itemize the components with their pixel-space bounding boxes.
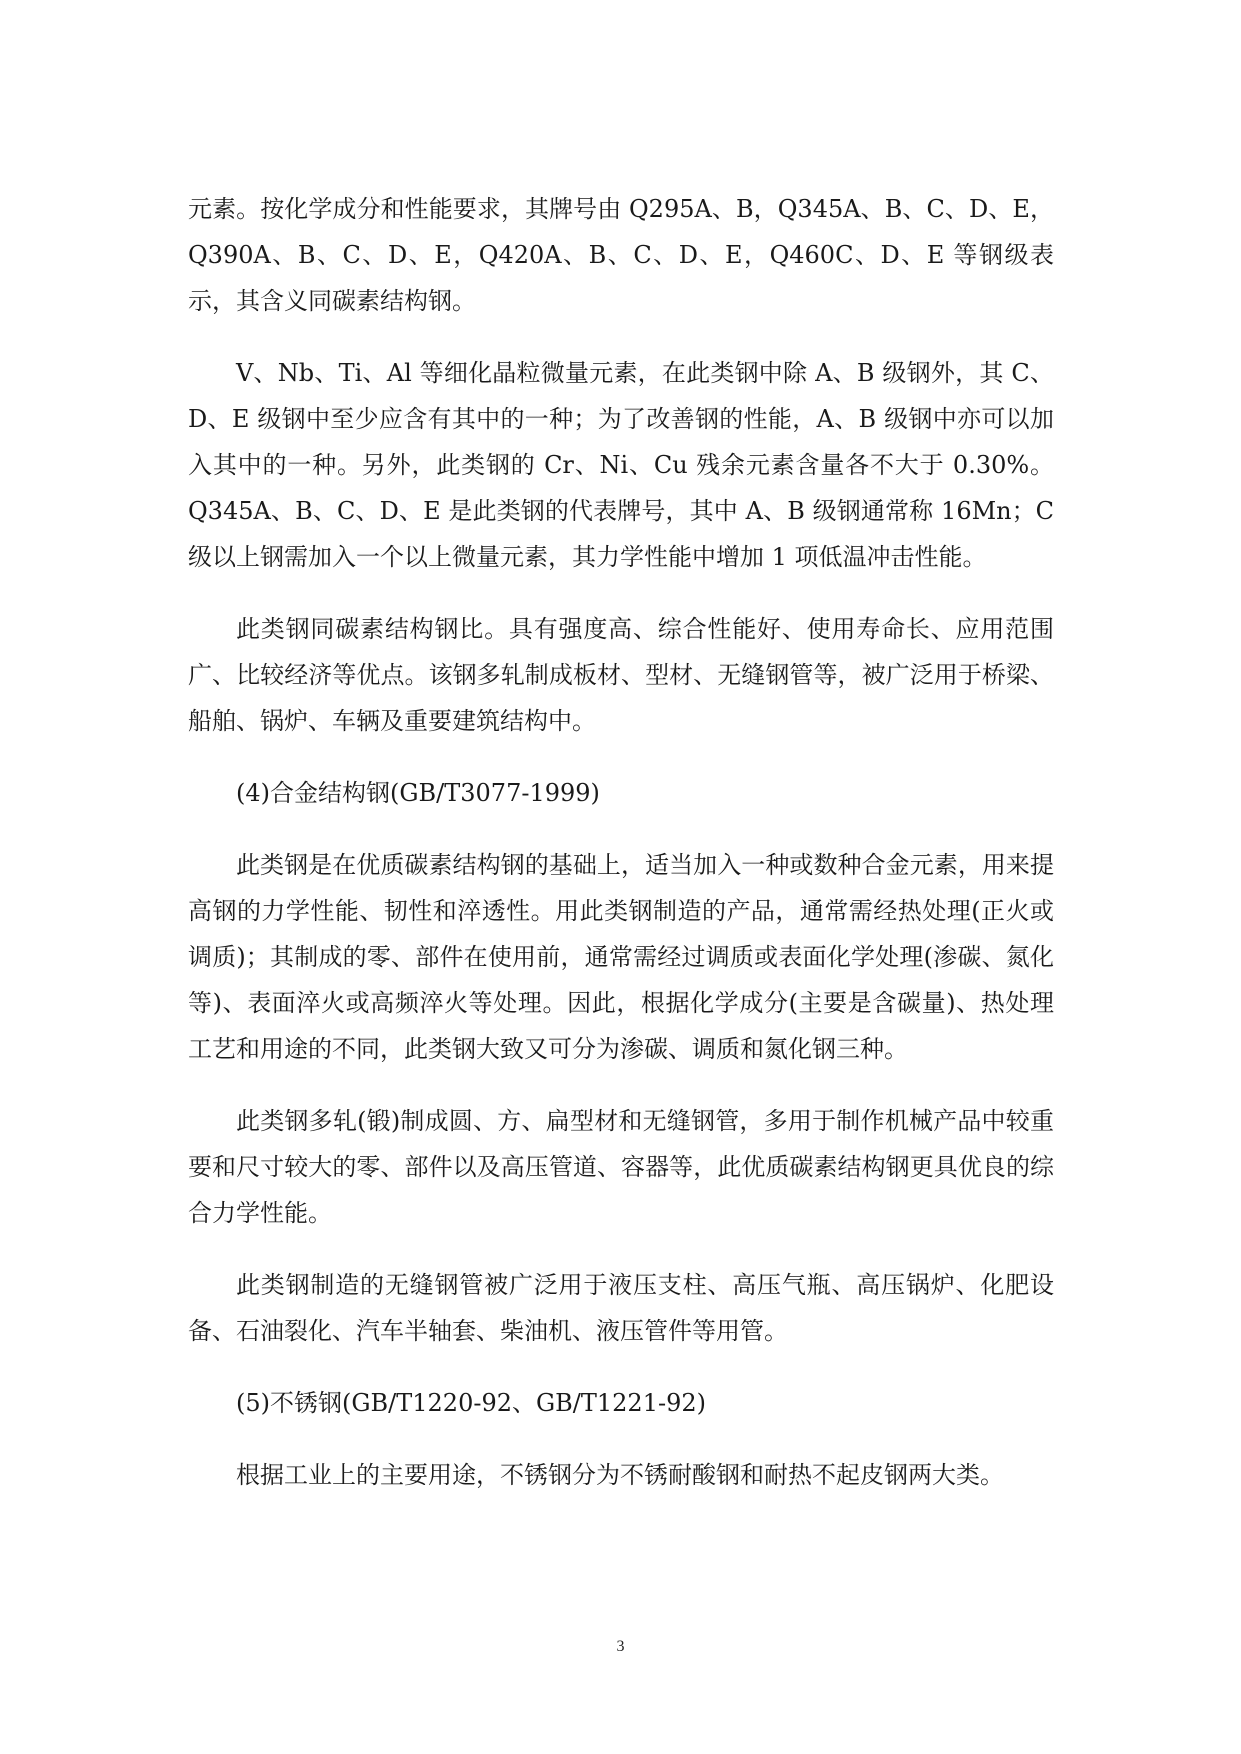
paragraph-alloy-steel-forms: 此类钢多轧(锻)制成圆、方、扁型材和无缝钢管，多用于制作机械产品中较重要和尺寸较大的零、部件以及高压管道、容器等，此优质碳素结构钢更具优良的综合力学性能。 <box>188 1107 1054 1227</box>
section-heading-alloy-structural-steel: (4)合金结构钢(GB/T3077-1999) <box>236 779 600 807</box>
paragraph-stainless-classification: 根据工业上的主要用途，不锈钢分为不锈耐酸钢和耐热不起皮钢两大类。 <box>236 1461 1004 1489</box>
paragraph-continuation: 元素。按化学成分和性能要求，其牌号由 Q295A、B，Q345A、B、C、D、E，Q390A、B、C、D、E，Q420A、B、C、D、E，Q460C、D、E 等钢级表示，其含义同碳素结构钢。 <box>188 195 1054 315</box>
page-number: 3 <box>616 1638 625 1655</box>
paragraph-advantages: 此类钢同碳素结构钢比。具有强度高、综合性能好、使用寿命长、应用范围广、比较经济等优点。该钢多轧制成板材、型材、无缝钢管等，被广泛用于桥梁、船舶、锅炉、车辆及重要建筑结构中。 <box>188 615 1054 735</box>
paragraph-microalloy-elements: V、Nb、Ti、Al 等细化晶粒微量元素，在此类钢中除 A、B 级钢外，其 C、D、E 级钢中至少应含有其中的一种；为了改善钢的性能，A、B 级钢中亦可以加入其中的一种。另外，此类钢的 Cr、Ni、Cu 残余元素含量各不大于 0.30%。Q345A、B、C、D、E 是此类钢的代表牌号，其中 A、B 级钢通常称 16Mn；C 级以上钢需加入一个以上微量元素，其力学性能中增加 1 项低温冲击性能。 <box>188 359 1054 571</box>
document-body <box>188 186 1054 1524</box>
paragraph-alloy-steel-description: 此类钢是在优质碳素结构钢的基础上，适当加入一种或数种合金元素，用来提高钢的力学性能、韧性和淬透性。用此类钢制造的产品，通常需经热处理(正火或调质)；其制成的零、部件在使用前，通常需经过调质或表面化学处理(渗碳、氮化等)、表面淬火或高频淬火等处理。因此，根据化学成分(主要是含碳量)、热处理工艺和用途的不同，此类钢大致又可分为渗碳、调质和氮化钢三种。 <box>188 851 1054 1063</box>
paragraph-seamless-tube-uses: 此类钢制造的无缝钢管被广泛用于液压支柱、高压气瓶、高压锅炉、化肥设备、石油裂化、汽车半轴套、柴油机、液压管件等用管。 <box>188 1271 1054 1345</box>
section-heading-stainless-steel: (5)不锈钢(GB/T1220-92、GB/T1221-92) <box>236 1389 706 1417</box>
